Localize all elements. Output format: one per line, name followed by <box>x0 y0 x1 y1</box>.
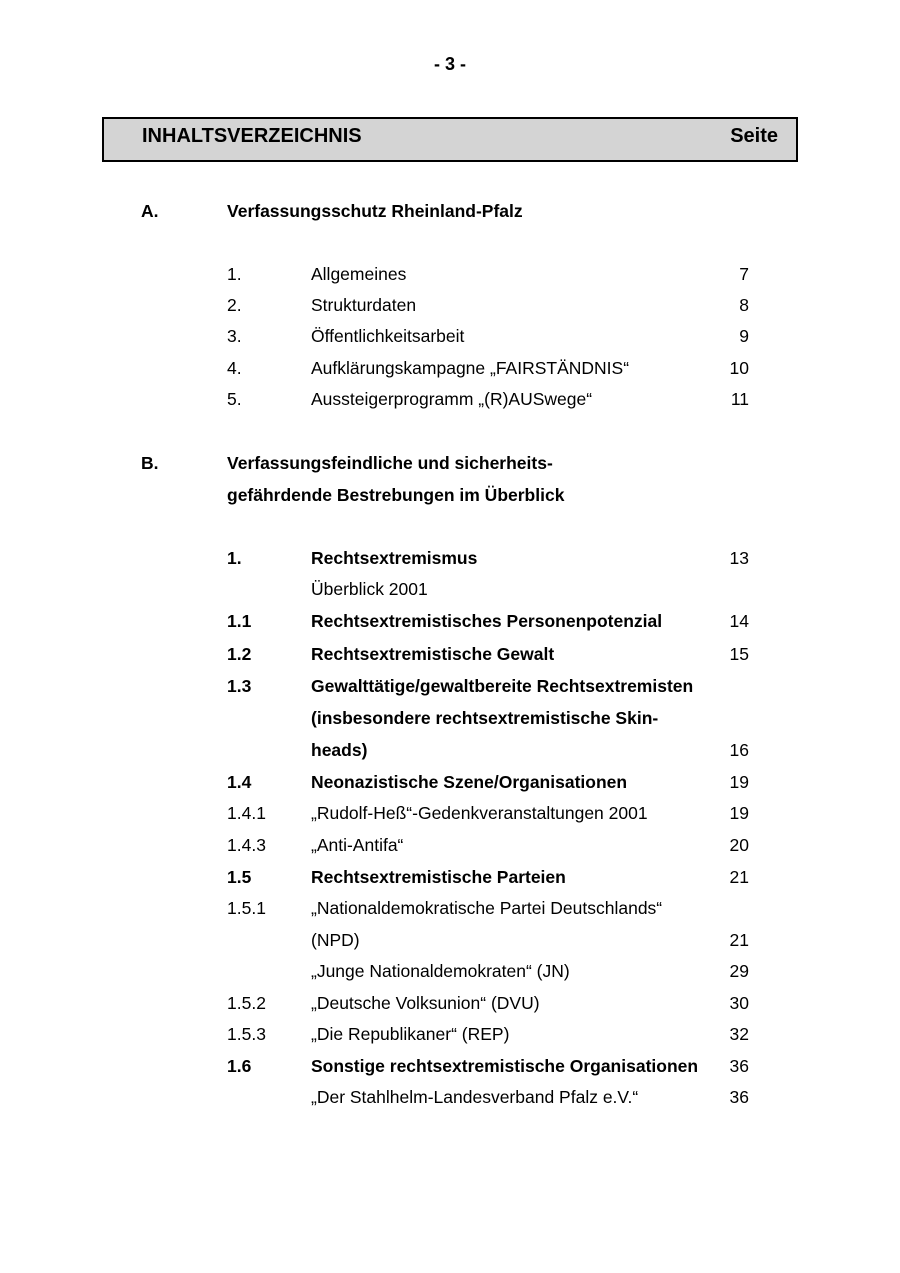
entry-page: 8 <box>739 295 749 315</box>
entry-page: 30 <box>729 993 749 1013</box>
toc-entry <box>0 322 900 352</box>
entry-title: Öffentlichkeitsarbeit <box>311 326 465 346</box>
toc-entry <box>0 957 900 987</box>
entry-page: 9 <box>739 326 749 346</box>
entry-title: Aussteigerprogramm „(R)AUSwege“ <box>311 389 593 409</box>
entry-title: „Der Stahlhelm-Landesverband Pfalz e.V.“ <box>311 1087 639 1107</box>
entry-title: „Nationaldemokratische Partei Deutschlands“ <box>311 898 663 918</box>
toc-entry <box>0 291 900 321</box>
entry-title: Neonazistische Szene/Organisationen <box>311 772 628 792</box>
entry-title: Gewalttätige/gewaltbereite Rechtsextremisten <box>311 676 694 696</box>
toc-entry <box>0 607 900 637</box>
toc-entry <box>0 863 900 893</box>
toc-entry <box>0 640 900 670</box>
entry-page: 29 <box>729 961 749 981</box>
entry-title: „Rudolf-Heß“-Gedenkveranstaltungen 2001 <box>311 803 648 823</box>
entry-number: 1.6 <box>227 1056 252 1076</box>
entry-number: 1.1 <box>227 611 252 631</box>
entry-title: Rechtsextremistische Gewalt <box>311 644 555 664</box>
entry-page: 32 <box>729 1024 749 1044</box>
entry-title: Überblick 2001 <box>311 579 428 599</box>
toc-entry <box>0 672 900 702</box>
entry-number: 1.3 <box>227 676 252 696</box>
entry-title: (NPD) <box>311 930 360 950</box>
entry-number: 1.4.1 <box>227 803 266 823</box>
entry-number: 5. <box>227 389 242 409</box>
entry-title: (insbesondere rechtsextremistische Skin- <box>311 708 659 728</box>
entry-number: 1.5.3 <box>227 1024 266 1044</box>
page-number: - 3 - <box>433 54 466 74</box>
toc-entry <box>0 799 900 829</box>
entry-title: „Die Republikaner“ (REP) <box>311 1024 510 1044</box>
entry-number: 1.2 <box>227 644 252 664</box>
entry-title: „Anti-Antifa“ <box>311 835 404 855</box>
entry-number: 1. <box>227 548 242 568</box>
section-title: Verfassungsschutz Rheinland-Pfalz <box>227 201 523 221</box>
entry-number: 1.4 <box>227 772 252 792</box>
toc-entry <box>0 575 900 605</box>
toc-entry <box>0 894 900 924</box>
entry-page: 11 <box>730 389 749 409</box>
section-letter: B. <box>141 453 159 473</box>
entry-title: Strukturdaten <box>311 295 417 315</box>
entry-page: 14 <box>729 611 749 631</box>
entry-number: 4. <box>227 358 242 378</box>
section-heading-b-cont <box>0 481 900 511</box>
entry-number: 1.5.2 <box>227 993 266 1013</box>
toc-entry <box>0 544 900 574</box>
toc-entry <box>0 260 900 290</box>
entry-page: 16 <box>729 740 749 760</box>
entry-page: 21 <box>729 930 749 950</box>
toc-entry <box>0 1083 900 1113</box>
entry-title: Aufklärungskampagne „FAIRSTÄNDNIS“ <box>311 358 630 378</box>
toc-entry <box>0 831 900 861</box>
entry-number: 3. <box>227 326 242 346</box>
toc-entry <box>0 1020 900 1050</box>
toc-entry <box>0 736 900 766</box>
entry-number: 1.4.3 <box>227 835 266 855</box>
toc-header <box>102 117 798 162</box>
entry-title: Rechtsextremistische Parteien <box>311 867 566 887</box>
entry-page: 19 <box>729 803 749 823</box>
toc-entry <box>0 1052 900 1082</box>
entry-title: heads) <box>311 740 368 760</box>
section-title-line1: Verfassungsfeindliche und sicherheits- <box>227 453 553 473</box>
entry-page: 15 <box>729 644 749 664</box>
entry-number: 1. <box>227 264 242 284</box>
entry-title: Allgemeines <box>311 264 407 284</box>
toc-title: INHALTSVERZEICHNIS <box>142 125 362 147</box>
entry-title: Rechtsextremismus <box>311 548 478 568</box>
entry-title: Sonstige rechtsextremistische Organisationen <box>311 1056 699 1076</box>
toc-entry <box>0 768 900 798</box>
entry-page: 36 <box>729 1087 749 1107</box>
page-column-label: Seite <box>730 125 778 147</box>
entry-title: „Junge Nationaldemokraten“ (JN) <box>311 961 570 981</box>
toc-entry <box>0 354 900 384</box>
entry-title: Rechtsextremistisches Personenpotenzial <box>311 611 663 631</box>
section-letter: A. <box>141 201 159 221</box>
entry-page: 10 <box>729 358 749 378</box>
toc-entry <box>0 989 900 1019</box>
entry-page: 7 <box>739 264 749 284</box>
toc-entry <box>0 926 900 956</box>
entry-page: 19 <box>729 772 749 792</box>
entry-page: 20 <box>729 835 749 855</box>
entry-number: 1.5 <box>227 867 252 887</box>
entry-number: 1.5.1 <box>227 898 266 918</box>
entry-title: „Deutsche Volksunion“ (DVU) <box>311 993 540 1013</box>
toc-entry <box>0 704 900 734</box>
entry-page: 13 <box>729 548 749 568</box>
toc-entry <box>0 385 900 415</box>
entry-page: 21 <box>729 867 749 887</box>
section-heading-b <box>0 449 900 479</box>
section-title-line2: gefährdende Bestrebungen im Überblick <box>227 485 565 505</box>
entry-page: 36 <box>729 1056 749 1076</box>
section-heading-a <box>0 197 900 227</box>
entry-number: 2. <box>227 295 242 315</box>
